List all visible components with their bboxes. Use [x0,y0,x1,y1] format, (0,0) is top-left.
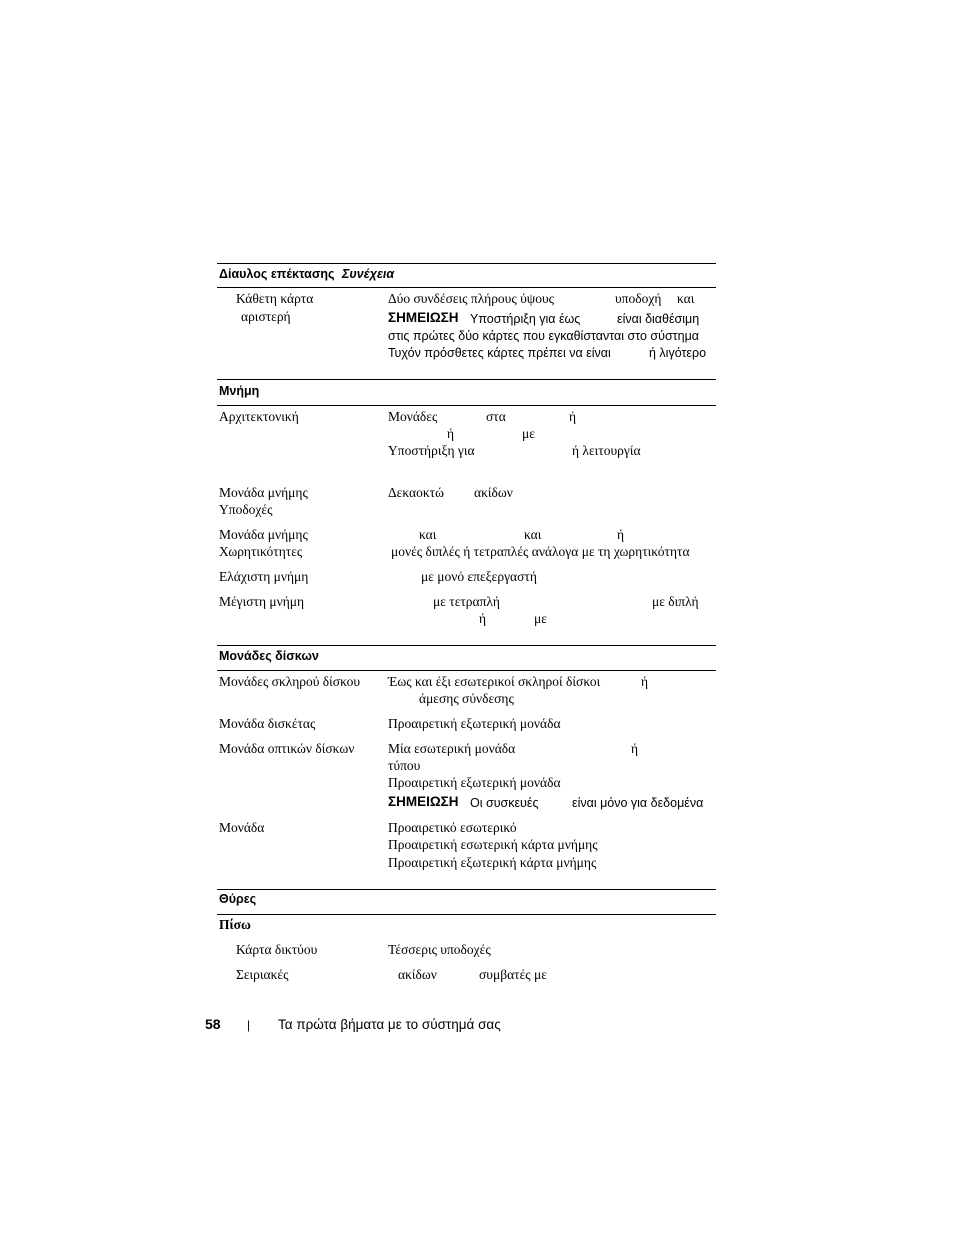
value-text: με διπλή [652,594,699,609]
value-text: ή [631,741,639,756]
value-text: Προαιρετική εξωτερική μονάδα [388,775,561,790]
section-rule [217,379,716,380]
footer-separator: | [247,1018,251,1032]
note-text: Οι συσκευές [470,796,539,810]
value-text: ακίδων [474,485,513,500]
value-text: υποδοχή [615,291,662,306]
value-text: Μονάδες [388,409,438,424]
value-text: τύπου [388,758,421,773]
value-text: με μονό επεξεργαστή [421,569,537,584]
value-text: Έως και έξι εσωτερικοί σκληροί δίσκοι [388,674,601,689]
value-text: με [522,426,535,441]
row-label: Μονάδα [219,820,265,835]
page-number: 58 [205,1016,221,1032]
row-label: Κάθετη κάρτα [236,291,314,306]
value-text: Προαιρετική εσωτερική κάρτα μνήμης [388,837,598,852]
value-text: με [534,611,547,626]
row-label: Μονάδα μνήμης [219,527,308,542]
header-rule [217,670,716,671]
value-text: Προαιρετική εξωτερική κάρτα μνήμης [388,855,597,870]
section-rule [217,889,716,890]
value-text: και [677,291,695,306]
value-text: συμβατές με [479,967,547,982]
row-label-continued: Χωρητικότητες [219,544,303,559]
row-label-continued: Υποδοχές [219,502,273,517]
row-label: Σειριακές [236,967,289,982]
value-text: ή [617,527,625,542]
note-text: στις πρώτες δύο κάρτες που εγκαθίστανται στο σύστημα [388,329,699,343]
table-top-rule [217,263,716,264]
row-label-continued: αριστερή [241,309,291,324]
row-label: Μονάδα μνήμης [219,485,308,500]
row-label: Ελάχιστη μνήμη [219,569,309,584]
value-text: και [419,527,437,542]
section-title: Δίαυλος επέκτασης [219,267,335,281]
section-heading-memory: Μνήμη [219,384,260,398]
section-heading-drives: Μονάδες δίσκων [219,649,319,663]
note-text: ή λιγότερο [649,346,707,360]
value-text: ή λειτουργία [572,443,641,458]
value-text: ή [447,426,455,441]
header-rule [217,405,716,406]
value-text: Προαιρετική εξωτερική μονάδα [388,716,561,731]
value-text: άμεσης σύνδεσης [419,691,514,706]
value-text: ή [641,674,649,689]
row-label: Μονάδα οπτικών δίσκων [219,741,355,756]
row-label: Μονάδα δισκέτας [219,716,316,731]
value-text: Τέσσερις υποδοχές [388,942,491,957]
footer-title: Τα πρώτα βήματα με το σύστημά σας [278,1017,501,1032]
section-heading-expansion [219,267,394,281]
row-label: Μονάδες σκληρού δίσκου [219,674,361,689]
header-rule [217,287,716,288]
note-text: Υποστήριξη για έως [470,312,581,326]
section-rule [217,645,716,646]
section-heading-ports: Θύρες [219,892,257,906]
row-label: Κάρτα δικτύου [236,942,318,957]
value-text: και [524,527,542,542]
note-label: ΣΗΜΕΙΩΣΗ [388,310,459,325]
value-text: Μία εσωτερική μονάδα [388,741,516,756]
row-label: Αρχιτεκτονική [219,409,299,424]
value-text: Υποστήριξη για [388,443,475,458]
value-text: ακίδων [398,967,437,982]
value-text: στα [486,409,506,424]
header-rule [217,914,716,915]
note-text: Τυχόν πρόσθετες κάρτες πρέπει να είναι [388,346,611,360]
continued-label: Συνέχεια [342,267,395,281]
value-text: με τετραπλή [433,594,500,609]
note-text: είναι διαθέσιμη [617,312,700,326]
value-text: ή [569,409,577,424]
note-label: ΣΗΜΕΙΩΣΗ [388,794,459,809]
value-text: μονές διπλές ή τετραπλές ανάλογα με τη χωρητικότητα [391,544,690,559]
value-text: Δύο συνδέσεις πλήρους ύψους [388,291,554,306]
note-text: είναι μόνο για δεδομένα [572,796,704,810]
row-label: Μέγιστη μνήμη [219,594,305,609]
value-text: Δεκαοκτώ [388,485,444,500]
value-text: ή [479,611,487,626]
subsection-label-rear: Πίσω [219,917,251,932]
value-text: Προαιρετικό εσωτερικό [388,820,517,835]
